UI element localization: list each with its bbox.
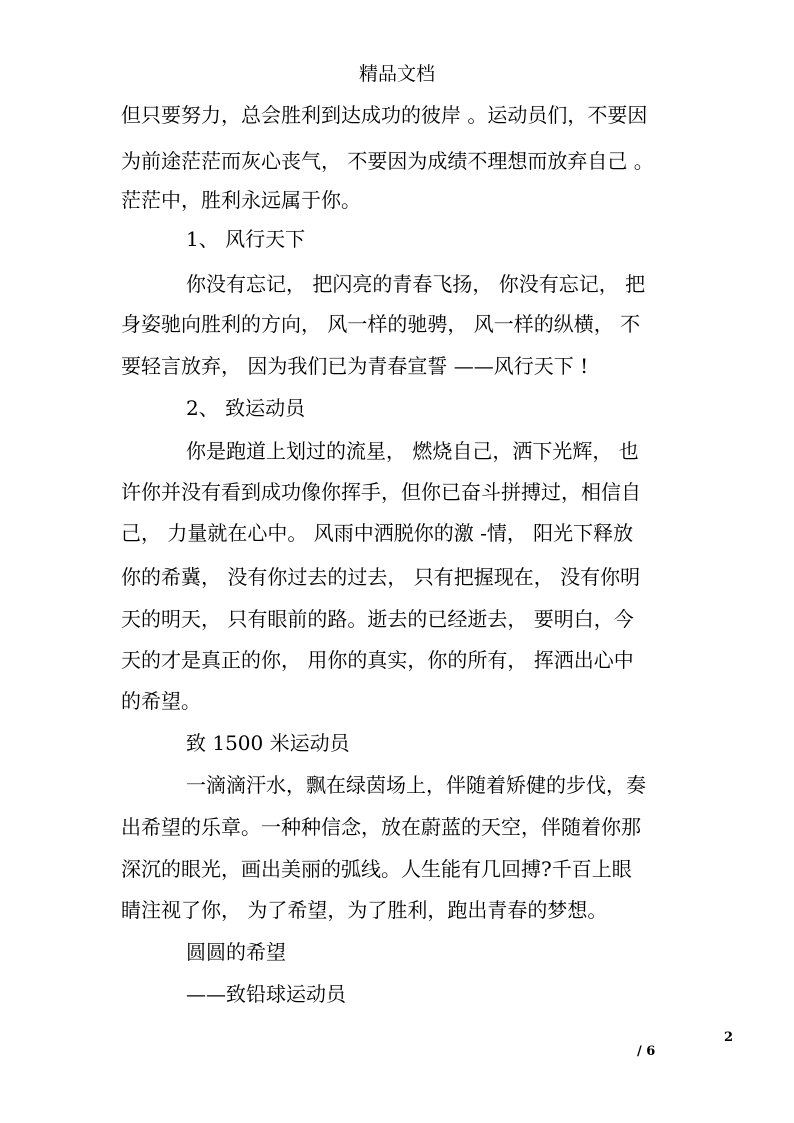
body-line: 你是跑道上划过的流星， 燃烧自己，洒下光辉， 也	[186, 439, 639, 463]
body-line: 你没有忘记， 把闪亮的青春飞扬， 你没有忘记， 把	[186, 272, 646, 296]
body-line: 茫茫中，胜利永远属于你。	[121, 188, 361, 212]
body-line: 一滴滴汗水，飘在绿茵场上，伴随着矫健的步伐，奏	[186, 773, 646, 797]
section-heading: 1、 风行天下	[186, 227, 306, 251]
body-line: 的希望。	[121, 689, 201, 713]
body-line: 天的才是真正的你， 用你的真实，你的所有， 挥洒出心中	[121, 648, 634, 672]
body-line: 许你并没有看到成功像你挥手，但你已奋斗拼搏过，相信自	[121, 480, 641, 504]
page-number: 2	[724, 1030, 734, 1045]
page-total: / 6	[637, 1044, 656, 1059]
body-line: 但只要努力，总会胜利到达成功的彼岸 。运动员们，不要因	[121, 103, 648, 127]
section-heading: 致 1500 米运动员	[186, 731, 350, 755]
body-line: 身姿驰向胜利的方向， 风一样的驰骋， 风一样的纵横， 不	[121, 312, 641, 336]
body-line: 你的希冀， 没有你过去的过去， 只有把握现在， 没有你明	[121, 565, 641, 589]
section-heading: 圆圆的希望	[186, 940, 286, 964]
body-line: 睛注视了你， 为了希望，为了胜利，跑出青春的梦想。	[121, 898, 608, 922]
body-line: 深沉的眼光，画出美丽的弧线。人生能有几回搏?千百上眼	[121, 857, 632, 881]
body-line: 为前途茫茫而灰心丧气， 不要因为成绩不理想而放弃自己 。	[121, 149, 654, 173]
body-line: 出希望的乐章。一种种信念，放在蔚蓝的天空，伴随着你那	[121, 815, 641, 839]
page-header: 精品文档	[358, 63, 435, 85]
body-line: 己， 力量就在心中。 风雨中洒脱你的激 -情， 阳光下释放	[121, 521, 634, 545]
body-line: 要轻言放弃， 因为我们已为青春宣誓 ——风行天下 !	[121, 354, 589, 378]
body-line: 天的明天， 只有眼前的路。逝去的已经逝去， 要明白，今	[121, 607, 634, 631]
section-heading: 2、 致运动员	[186, 396, 306, 420]
body-line: ——致铅球运动员	[186, 982, 346, 1006]
